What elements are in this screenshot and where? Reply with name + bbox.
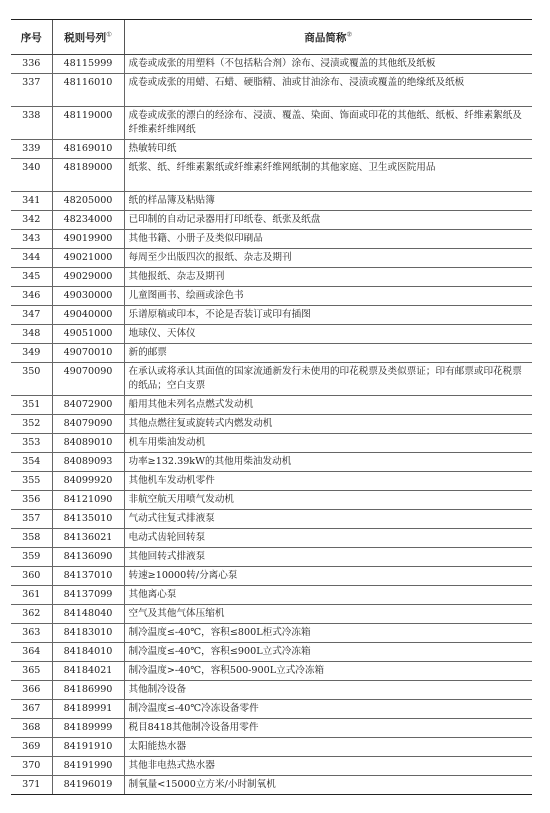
table-row <box>11 453 532 472</box>
row-seq: 349 <box>11 344 52 363</box>
table-header <box>11 20 532 55</box>
header-name <box>124 20 532 55</box>
row-seq: 339 <box>11 140 52 159</box>
row-seq: 343 <box>11 230 52 249</box>
tariff-table-page <box>11 19 532 795</box>
row-name: 机车用柴油发动机 <box>124 434 532 453</box>
row-name: 成卷或成张的用蜡、石蜡、硬脂精、油或甘油涂布、浸渍或覆盖的绝缘纸及纸板 <box>124 74 532 107</box>
row-seq: 364 <box>11 643 52 662</box>
table-row <box>11 757 532 776</box>
table-row <box>11 159 532 192</box>
table-row <box>11 192 532 211</box>
row-name: 税目8418其他制冷设备用零件 <box>124 719 532 738</box>
table-row <box>11 287 532 306</box>
row-name: 功率≥132.39kW的其他用柴油发动机 <box>124 453 532 472</box>
row-seq: 363 <box>11 624 52 643</box>
table-row <box>11 491 532 510</box>
row-seq: 336 <box>11 55 52 74</box>
table-row <box>11 434 532 453</box>
table-row <box>11 738 532 757</box>
header-code-label: 税则号列 <box>64 31 107 44</box>
row-code: 49019900 <box>52 230 124 249</box>
row-name: 空气及其他气体压缩机 <box>124 605 532 624</box>
row-seq: 342 <box>11 211 52 230</box>
table-row <box>11 306 532 325</box>
row-seq: 338 <box>11 107 52 140</box>
header-code <box>52 20 124 55</box>
row-name: 太阳能热水器 <box>124 738 532 757</box>
row-name: 成卷或成张的漂白的经涂布、浸渍、覆盖、染面、饰面或印花的其他纸、纸板、纤维素絮纸及纤维素纤维网纸 <box>124 107 532 140</box>
row-seq: 356 <box>11 491 52 510</box>
table-row <box>11 472 532 491</box>
row-code: 84135010 <box>52 510 124 529</box>
row-seq: 350 <box>11 363 52 396</box>
row-name: 其他点燃往复或旋转式内燃发动机 <box>124 415 532 434</box>
row-name: 儿童图画书、绘画或涂色书 <box>124 287 532 306</box>
table-row <box>11 548 532 567</box>
row-code: 49030000 <box>52 287 124 306</box>
row-seq: 370 <box>11 757 52 776</box>
table-body <box>11 55 532 795</box>
row-code: 84191990 <box>52 757 124 776</box>
row-code: 84184021 <box>52 662 124 681</box>
table-row <box>11 140 532 159</box>
row-name: 转速≥10000转/分离心泵 <box>124 567 532 586</box>
row-code: 49051000 <box>52 325 124 344</box>
row-code: 84099920 <box>52 472 124 491</box>
row-seq: 365 <box>11 662 52 681</box>
row-name: 在承认或将承认其面值的国家流通新发行未使用的印花税票及类似票证；印有邮票或印花税票的纸品；空白支票 <box>124 363 532 396</box>
header-code-footnote-mark: ① <box>106 30 112 38</box>
row-code: 84072900 <box>52 396 124 415</box>
row-name: 其他离心泵 <box>124 586 532 605</box>
table-row <box>11 700 532 719</box>
row-name: 每周至少出版四次的报纸、杂志及期刊 <box>124 249 532 268</box>
table-row <box>11 55 532 74</box>
header-name-footnote-mark: ② <box>346 30 353 38</box>
table-row <box>11 415 532 434</box>
row-seq: 341 <box>11 192 52 211</box>
row-code: 48205000 <box>52 192 124 211</box>
row-code: 84196019 <box>52 776 124 795</box>
table-row <box>11 776 532 795</box>
table-row <box>11 643 532 662</box>
row-name: 制冷温度≤-40℃冷冻设备零件 <box>124 700 532 719</box>
table-row <box>11 510 532 529</box>
row-code: 84148040 <box>52 605 124 624</box>
row-name: 其他机车发动机零件 <box>124 472 532 491</box>
row-code: 84136090 <box>52 548 124 567</box>
row-seq: 345 <box>11 268 52 287</box>
row-seq: 348 <box>11 325 52 344</box>
row-code: 49040000 <box>52 306 124 325</box>
row-code: 49070090 <box>52 363 124 396</box>
row-name: 气动式往复式排液泵 <box>124 510 532 529</box>
row-code: 49021000 <box>52 249 124 268</box>
row-code: 84089093 <box>52 453 124 472</box>
row-code: 48234000 <box>52 211 124 230</box>
row-seq: 353 <box>11 434 52 453</box>
row-seq: 344 <box>11 249 52 268</box>
row-seq: 354 <box>11 453 52 472</box>
table-row <box>11 74 532 107</box>
row-seq: 355 <box>11 472 52 491</box>
tariff-table <box>11 19 532 795</box>
row-name: 纸浆、纸、纤维素絮纸或纤维素纤维网纸制的其他家庭、卫生或医院用品 <box>124 159 532 192</box>
row-code: 84089010 <box>52 434 124 453</box>
table-row <box>11 719 532 738</box>
row-code: 49070010 <box>52 344 124 363</box>
row-code: 48119000 <box>52 107 124 140</box>
row-name: 其他制冷设备 <box>124 681 532 700</box>
row-code: 48116010 <box>52 74 124 107</box>
row-seq: 362 <box>11 605 52 624</box>
table-row <box>11 662 532 681</box>
row-seq: 361 <box>11 586 52 605</box>
row-name: 纸的样品簿及粘贴簿 <box>124 192 532 211</box>
table-row <box>11 605 532 624</box>
row-name: 制冷温度≤-40℃，容积≤800L柜式冷冻箱 <box>124 624 532 643</box>
row-code: 84121090 <box>52 491 124 510</box>
row-seq: 346 <box>11 287 52 306</box>
row-code: 84184010 <box>52 643 124 662</box>
row-seq: 358 <box>11 529 52 548</box>
row-name: 成卷或成张的用塑料（不包括粘合剂）涂布、浸渍或覆盖的其他纸及纸板 <box>124 55 532 74</box>
row-code: 84189999 <box>52 719 124 738</box>
row-seq: 369 <box>11 738 52 757</box>
header-seq <box>11 20 52 55</box>
row-seq: 367 <box>11 700 52 719</box>
row-name: 制冷温度≤-40℃，容积≤900L立式冷冻箱 <box>124 643 532 662</box>
header-name-label: 商品简称 <box>304 31 347 44</box>
row-code: 84137099 <box>52 586 124 605</box>
table-row <box>11 344 532 363</box>
table-row <box>11 396 532 415</box>
row-seq: 368 <box>11 719 52 738</box>
row-name: 热敏转印纸 <box>124 140 532 159</box>
row-name: 电动式齿轮回转泵 <box>124 529 532 548</box>
row-seq: 347 <box>11 306 52 325</box>
row-seq: 360 <box>11 567 52 586</box>
row-name: 制冷温度>-40℃，容积500-900L立式冷冻箱 <box>124 662 532 681</box>
table-row <box>11 681 532 700</box>
row-code: 84189991 <box>52 700 124 719</box>
table-row <box>11 268 532 287</box>
row-name: 乐谱原稿或印本，不论是否装订或印有插图 <box>124 306 532 325</box>
row-code: 84191910 <box>52 738 124 757</box>
row-name: 其他报纸、杂志及期刊 <box>124 268 532 287</box>
row-seq: 359 <box>11 548 52 567</box>
row-seq: 357 <box>11 510 52 529</box>
table-row <box>11 211 532 230</box>
header-seq-label: 序号 <box>20 31 42 44</box>
row-name: 船用其他未列名点燃式发动机 <box>124 396 532 415</box>
row-name: 其他书籍、小册子及类似印刷品 <box>124 230 532 249</box>
table-row <box>11 249 532 268</box>
row-code: 84136021 <box>52 529 124 548</box>
table-row <box>11 586 532 605</box>
table-row <box>11 529 532 548</box>
table-row <box>11 363 532 396</box>
row-code: 84079090 <box>52 415 124 434</box>
table-row <box>11 230 532 249</box>
row-seq: 371 <box>11 776 52 795</box>
row-name: 已印制的自动记录器用打印纸卷、纸张及纸盘 <box>124 211 532 230</box>
row-name: 非航空航天用喷气发动机 <box>124 491 532 510</box>
row-code: 48169010 <box>52 140 124 159</box>
table-row <box>11 325 532 344</box>
row-code: 49029000 <box>52 268 124 287</box>
row-code: 48189000 <box>52 159 124 192</box>
row-seq: 337 <box>11 74 52 107</box>
table-row <box>11 107 532 140</box>
row-code: 48115999 <box>52 55 124 74</box>
row-seq: 340 <box>11 159 52 192</box>
table-row <box>11 567 532 586</box>
row-name: 其他非电热式热水器 <box>124 757 532 776</box>
row-name: 其他回转式排液泵 <box>124 548 532 567</box>
row-seq: 352 <box>11 415 52 434</box>
row-name: 制氧量<15000立方米/小时制氧机 <box>124 776 532 795</box>
row-name: 地球仪、天体仪 <box>124 325 532 344</box>
table-row <box>11 624 532 643</box>
row-seq: 351 <box>11 396 52 415</box>
row-code: 84137010 <box>52 567 124 586</box>
row-name: 新的邮票 <box>124 344 532 363</box>
row-code: 84186990 <box>52 681 124 700</box>
row-code: 84183010 <box>52 624 124 643</box>
row-seq: 366 <box>11 681 52 700</box>
